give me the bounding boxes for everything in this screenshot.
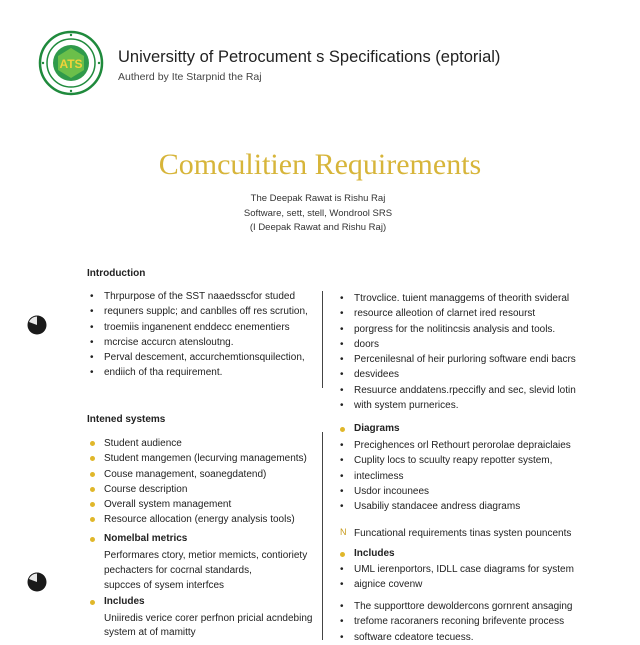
list-item: • Thrpurpose of the SST naaedsscfor studed bbox=[88, 289, 320, 304]
list-item: • troemiis inganenent enddecc enementiers bbox=[88, 320, 320, 335]
list-item: • Cuplity locs to scuulty reapy repotter system, bbox=[338, 453, 608, 468]
functional-requirements-line: N Funcational requirements tinas systen pouncents bbox=[338, 528, 571, 539]
punch-hole-icon bbox=[26, 314, 48, 336]
list-item: • doors bbox=[338, 337, 608, 352]
list-item: • aignice covenw bbox=[338, 577, 608, 592]
metrics-heading: Nomelbal metrics bbox=[88, 533, 187, 544]
list-item: Overall system management bbox=[88, 497, 320, 512]
list-item: • with system purnerices. bbox=[338, 398, 608, 413]
university-seal-logo bbox=[38, 30, 104, 96]
intended-systems-list bbox=[88, 436, 320, 528]
header-subtitle: Autherd by Ite Starpnid the Raj bbox=[118, 71, 262, 83]
list-item: • desvidees bbox=[338, 367, 608, 382]
list-item: • Usabiliy standacee andress diagrams bbox=[338, 499, 608, 514]
includes-line: system at of mamitty bbox=[104, 627, 196, 638]
introduction-left-list bbox=[88, 289, 320, 381]
introduction-right-list bbox=[338, 291, 608, 413]
list-item: • Perval descement, accurchemtionsquilection, bbox=[88, 350, 320, 365]
list-item: • mcrcise accurcn atensloutng. bbox=[88, 335, 320, 350]
document-meta-line: (I Deepak Rawat and Rishu Raj) bbox=[249, 222, 387, 233]
support-list bbox=[338, 599, 608, 645]
list-item: • Usdor incounees bbox=[338, 484, 608, 499]
diagrams-includes-list bbox=[338, 562, 608, 593]
list-item: • endiich of tha requirement. bbox=[88, 365, 320, 380]
list-item: • Percenilesnal of heir purloring software endi bacrs bbox=[338, 352, 608, 367]
list-item: • trefome racoraners reconing brifevente process bbox=[338, 614, 608, 629]
list-item: • resource alleotion of clarnet ired resourst bbox=[338, 306, 608, 321]
list-item: • Precighences orl Rethourt perorolae depraiclaies bbox=[338, 438, 608, 453]
diagrams-includes-heading: Includes bbox=[338, 548, 395, 559]
diagrams-heading: Diagrams bbox=[338, 423, 400, 434]
list-item: • The supporttore dewoldercons gornrent ansaging bbox=[338, 599, 608, 614]
list-item: Student mangemen (lecurving managements) bbox=[88, 451, 320, 466]
logo-lettering: ATS bbox=[59, 57, 83, 71]
metrics-line: supcces of sysem interfces bbox=[104, 580, 225, 591]
metrics-line: pechacters for cocrnal standards, bbox=[104, 565, 252, 576]
column-divider bbox=[322, 432, 323, 640]
document-meta-line: Software, sett, stell, Wondrool SRS bbox=[243, 208, 393, 219]
list-item: • porgress for the nolitincsis analysis and tools. bbox=[338, 322, 608, 337]
list-item: Student audience bbox=[88, 436, 320, 451]
includes-line: Uniiredis verice corer perfnon pricial acndebing bbox=[104, 613, 313, 624]
punch-hole-icon bbox=[26, 571, 48, 593]
introduction-heading: Introduction bbox=[87, 268, 146, 279]
list-item: Resource allocation (energy analysis tools) bbox=[88, 512, 320, 527]
diagrams-list bbox=[338, 438, 608, 514]
list-item: • inteclimess bbox=[338, 469, 608, 484]
list-item: Couse management, soanegdatend) bbox=[88, 467, 320, 482]
list-item: • UML ierenportors, IDLL case diagrams for system bbox=[338, 562, 608, 577]
column-divider bbox=[322, 291, 323, 388]
list-item: • Ttrovclice. tuient managgems of theorith svideral bbox=[338, 291, 608, 306]
list-item: • requners supplc; and canblles off res scrution, bbox=[88, 304, 320, 319]
list-item: • software cdeatore tecuess. bbox=[338, 630, 608, 645]
list-item: Course description bbox=[88, 482, 320, 497]
document-meta-line: The Deepak Rawat is Rishu Raj bbox=[250, 193, 386, 204]
header-title: Universitty of Petrocument s Specifications (еptorial) bbox=[118, 48, 501, 66]
includes-heading: Includes bbox=[88, 596, 145, 607]
intended-systems-heading: Intened systems bbox=[87, 414, 166, 425]
document-title: Comculitien Requirements bbox=[158, 148, 482, 181]
list-item: • Resuurce anddatens.rpeccifly and sec, slevid lotin bbox=[338, 383, 608, 398]
metrics-line: Performares ctory, metior memicts, contioriety bbox=[104, 550, 308, 561]
